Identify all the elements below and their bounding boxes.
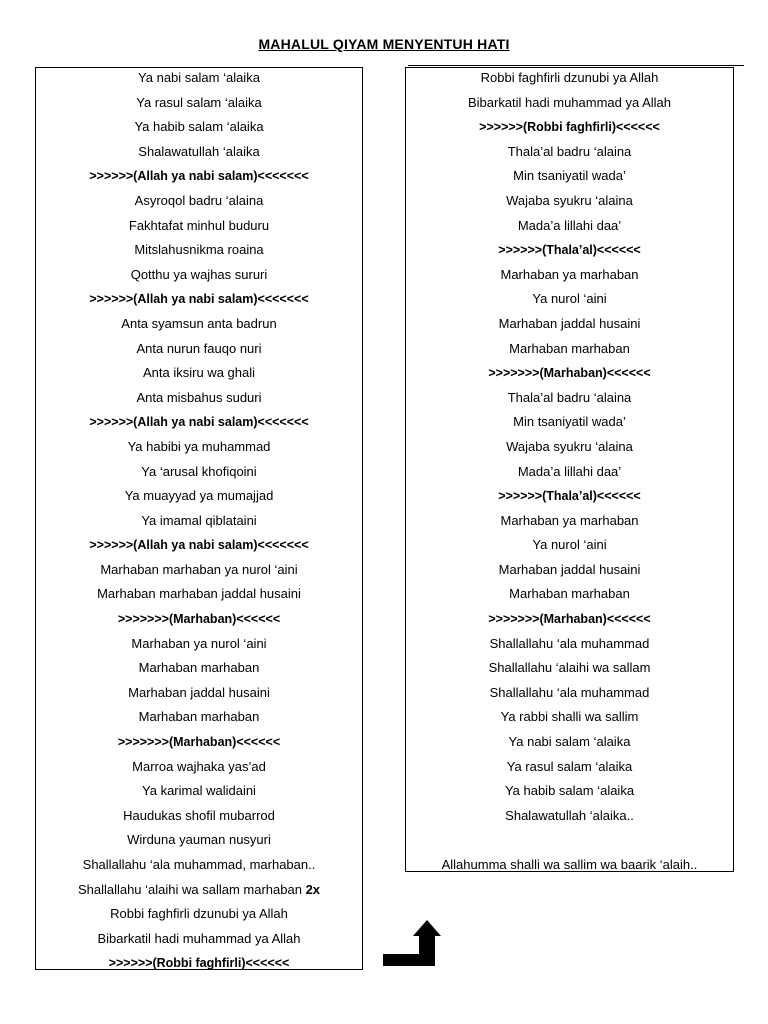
chorus-line [36, 953, 362, 978]
lyric-line [36, 339, 362, 364]
lyric-line [406, 412, 733, 437]
lyric-text: Ya nurol ‘aini [532, 537, 607, 553]
lyric-line [36, 191, 362, 216]
lyric-text: Haudukas shofil mubarrod [123, 807, 275, 823]
lyric-line [36, 93, 362, 118]
turn-up-arrow-icon [383, 920, 443, 968]
lyric-text: >>>>>>>(Marhaban)<<<<<< [488, 612, 651, 627]
lyric-text: Marhaban marhaban ya nurol ‘aini [100, 561, 298, 577]
lyric-line [406, 314, 733, 339]
lyric-line [406, 535, 733, 560]
lyric-text: >>>>>>(Allah ya nabi salam)<<<<<<< [89, 538, 309, 553]
lyric-text: Ya nabi salam ‘alaika [138, 70, 260, 85]
lyric-text: Ya rasul salam ‘alaika [506, 758, 633, 774]
lyric-line [406, 511, 733, 536]
lyric-line [36, 830, 362, 855]
lyric-text: Marhaban marhaban [509, 586, 630, 602]
chorus-line [36, 732, 362, 757]
lyric-line [406, 707, 733, 732]
lyric-text: Shallallahu ‘ala muhammad [489, 684, 650, 700]
chorus-line [36, 609, 362, 634]
lyric-text: Marhaban ya nurol ‘aini [131, 635, 267, 651]
chorus-line [36, 166, 362, 191]
lyric-line [36, 855, 362, 880]
lyric-text: Min tsaniyatil wada’ [513, 414, 626, 430]
lyric-line [36, 904, 362, 929]
lyric-text: Thala’al badru ‘alaina [507, 143, 632, 159]
lyric-line [406, 781, 733, 806]
lyric-line [36, 880, 362, 905]
chorus-line [406, 240, 733, 265]
lyric-text: Shalawatullah ‘alaika [138, 143, 260, 159]
lyric-text: Marhaban marhaban jaddal husaini [97, 586, 301, 602]
lyric-text: Shallallahu ‘alaihi wa sallam marhaban [77, 881, 302, 897]
lyric-line [36, 486, 362, 511]
lyric-text: Fakhtafat minhul buduru [128, 217, 270, 233]
lyric-text: Ya imamal qiblataini [141, 512, 257, 528]
lyric-text: Wajaba syukru ‘alaina [506, 438, 633, 454]
lyric-text: >>>>>>(Robbi faghfirli)<<<<<< [479, 120, 660, 135]
lyric-text: Qotthu ya wajhas sururi [130, 266, 268, 282]
lyric-text: Ya nurol ‘aini [532, 291, 607, 307]
lyric-line [36, 511, 362, 536]
lyric-line [36, 388, 362, 413]
lyric-text: Ya muayyad ya mumajjad [124, 488, 274, 504]
lyric-text: Shallallahu ‘alaihi wa sallam [488, 660, 651, 676]
lyric-line [406, 462, 733, 487]
lyric-line [36, 462, 362, 487]
lyric-text: Mada’a lillahi daa’ [517, 217, 622, 233]
lyric-text: >>>>>>>(Marhaban)<<<<<< [117, 612, 281, 627]
chorus-line [36, 535, 362, 560]
lyric-line [36, 929, 362, 954]
lyric-line [36, 584, 362, 609]
lyric-text: >>>>>>(Allah ya nabi salam)<<<<<<< [89, 415, 309, 430]
lyric-line [36, 658, 362, 683]
lyric-line [36, 363, 362, 388]
lyric-line [406, 166, 733, 191]
lyric-text: Marhaban jaddal husaini [498, 315, 641, 331]
chorus-line [406, 609, 733, 634]
lyric-line [36, 781, 362, 806]
lyric-text: Marroa wajhaka yas’ad [132, 758, 266, 774]
lyric-line [406, 339, 733, 364]
lyric-text: Robbi faghfirli dzunubi ya Allah [480, 70, 659, 85]
lyric-text: Marhaban jaddal husaini [498, 561, 641, 577]
lyric-text: Ya karimal walidaini [142, 783, 256, 799]
lyric-text: Ya habib salam ‘alaika [504, 783, 635, 799]
lyric-line [406, 388, 733, 413]
lyric-line [36, 806, 362, 831]
lyric-line [406, 830, 733, 855]
lyric-text: Robbi faghfirli dzunubi ya Allah [110, 906, 288, 922]
lyric-line [36, 216, 362, 241]
lyric-line [406, 584, 733, 609]
lyric-line [36, 314, 362, 339]
lyric-text: Min tsaniyatil wada’ [513, 168, 626, 184]
lyric-text: >>>>>>>(Marhaban)<<<<<< [117, 735, 281, 750]
lyric-text: Marhaban ya marhaban [500, 512, 639, 528]
lyric-line [406, 855, 733, 880]
lyric-text: Marhaban jaddal husaini [128, 684, 270, 700]
chorus-line [36, 412, 362, 437]
lyric-line [406, 68, 733, 93]
lyric-line [36, 240, 362, 265]
lyric-text: Wirduna yauman nusyuri [127, 832, 271, 848]
lyric-text: Shalawatullah ‘alaika.. [505, 807, 634, 823]
lyric-line [406, 93, 733, 118]
lyric-text: Mada’a lillahi daa’ [517, 463, 622, 479]
lyric-line [406, 757, 733, 782]
lyric-line [406, 806, 733, 831]
lyric-text: Wajaba syukru ‘alaina [506, 192, 633, 208]
divider-line [408, 65, 744, 66]
lyric-line [406, 437, 733, 462]
lyric-text: Marhaban ya marhaban [500, 266, 639, 282]
left-lyrics-column [35, 67, 363, 970]
lyric-line [36, 757, 362, 782]
lyric-line [36, 265, 362, 290]
lyric-line [36, 117, 362, 142]
lyric-text: Marhaban marhaban [509, 340, 630, 356]
lyric-text: >>>>>>>(Marhaban)<<<<<< [488, 366, 651, 381]
lyric-text: Ya habib salam ‘alaika [134, 119, 264, 135]
right-lyrics-column [405, 67, 734, 872]
lyric-line [406, 216, 733, 241]
lyric-text: Anta nurun fauqo nuri [136, 340, 262, 356]
lyric-text: Ya rasul salam ‘alaika [136, 94, 262, 110]
lyric-line [406, 634, 733, 659]
lyric-line [36, 437, 362, 462]
lyric-line [406, 560, 733, 585]
lyric-text: Anta iksiru wa ghali [143, 365, 255, 381]
lyric-text: Shallallahu ‘ala muhammad [489, 635, 650, 651]
lyric-text: Marhaban marhaban [138, 709, 260, 725]
lyric-text: Mitslahusnikma roaina [134, 242, 264, 258]
lyric-line [406, 658, 733, 683]
lyric-text: Anta syamsun anta badrun [121, 315, 277, 331]
lyric-line [406, 265, 733, 290]
lyric-line [36, 707, 362, 732]
lyric-text: Asyroqol badru ‘alaina [134, 192, 264, 208]
repeat-marker: 2x [305, 881, 321, 897]
lyric-line [36, 634, 362, 659]
chorus-line [406, 363, 733, 388]
chorus-line [406, 486, 733, 511]
chorus-line [36, 289, 362, 314]
lyric-text: >>>>>>(Thala’al)<<<<<< [498, 489, 641, 504]
lyric-text: Ya ‘arusal khofiqoini [141, 463, 257, 479]
lyric-text: Ya nabi salam ‘alaika [508, 734, 631, 750]
lyric-text: >>>>>>(Allah ya nabi salam)<<<<<<< [89, 169, 309, 184]
lyric-text: >>>>>>(Thala’al)<<<<<< [498, 243, 641, 258]
document-title: MAHALUL QIYAM MENYENTUH HATI [258, 36, 510, 52]
lyric-text: Allahumma shalli wa sallim wa baarik ‘alaih.. [441, 857, 698, 872]
lyric-line [406, 142, 733, 167]
lyric-text: Bibarkatil hadi muhammad ya Allah [97, 930, 301, 946]
lyric-line [36, 68, 362, 93]
lyric-text: >>>>>>(Robbi faghfirli)<<<<<< [108, 956, 290, 971]
lyric-line [36, 560, 362, 585]
lyric-text: Ya habibi ya muhammad [127, 438, 271, 454]
lyric-line [406, 683, 733, 708]
lyric-line [406, 289, 733, 314]
lyric-text: Marhaban marhaban [138, 660, 260, 676]
lyric-line [406, 191, 733, 216]
lyric-line [406, 732, 733, 757]
lyric-text: Thala’al badru ‘alaina [507, 389, 632, 405]
lyric-text: Anta misbahus suduri [136, 389, 262, 405]
lyric-line [36, 683, 362, 708]
lyric-text: Ya rabbi shalli wa sallim [500, 709, 639, 725]
lyric-text: Shallallahu ‘ala muhammad, marhaban.. [82, 857, 316, 872]
lyric-line [36, 142, 362, 167]
lyric-text: >>>>>>(Allah ya nabi salam)<<<<<<< [89, 292, 309, 307]
chorus-line [406, 117, 733, 142]
lyric-text: Bibarkatil hadi muhammad ya Allah [467, 94, 672, 110]
